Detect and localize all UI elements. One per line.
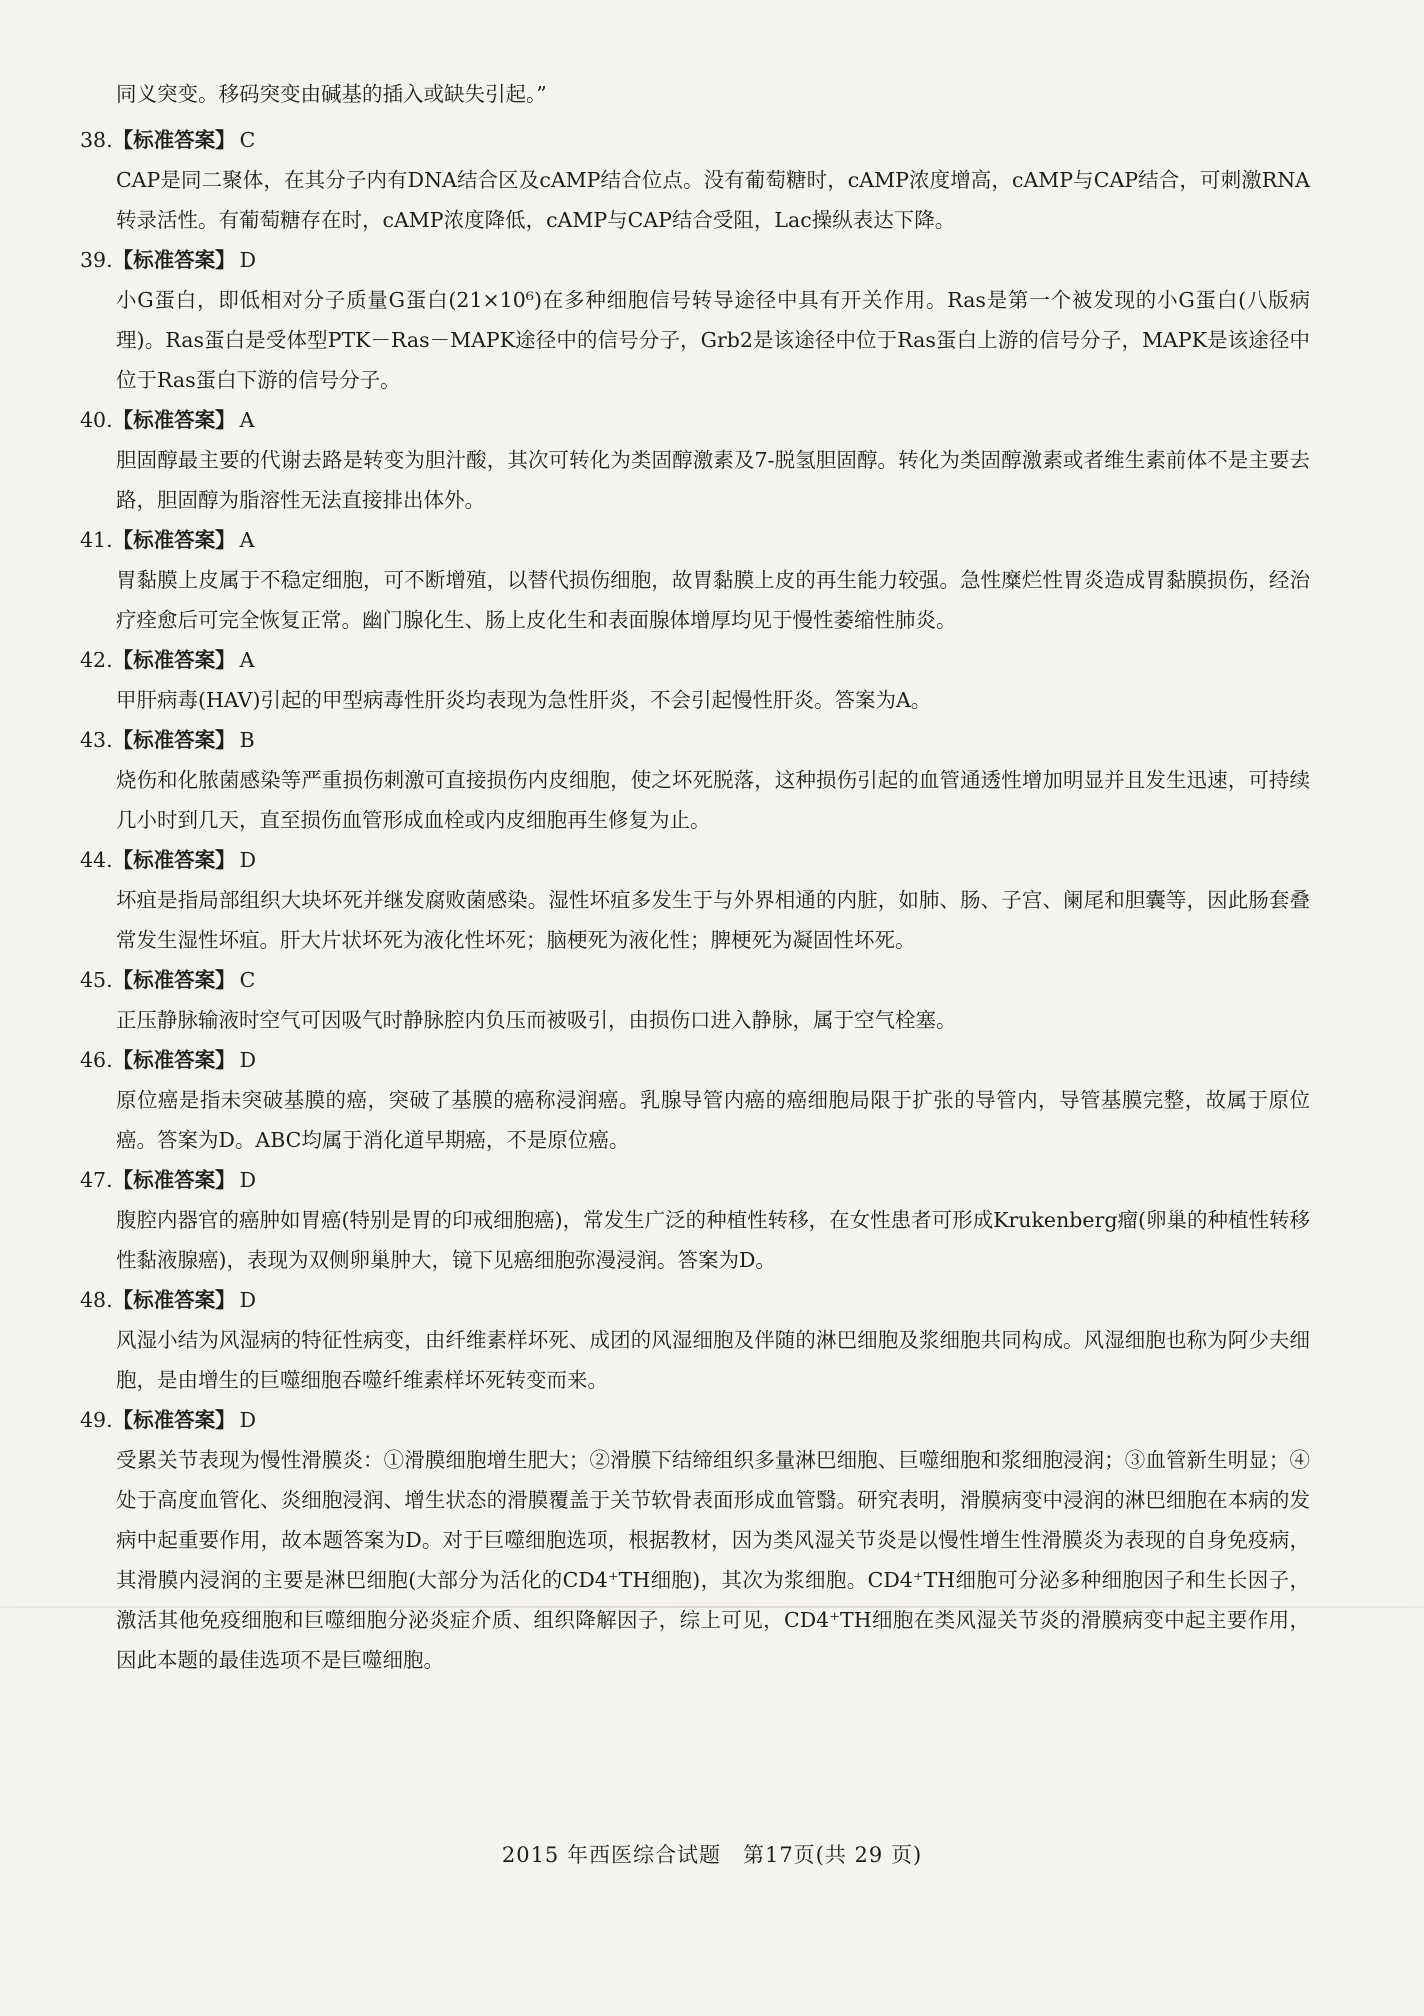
answer-heading	[80, 240, 1310, 280]
answer-letter: A	[239, 528, 255, 552]
answer-entry	[80, 120, 1310, 240]
explanation-text: 坏疽是指局部组织大块坏死并继发腐败菌感染。湿性坏疽多发生于与外界相通的内脏，如肺、肠、子宫、阑尾和胆囊等，因此肠套叠常发生湿性坏疽。肝大片状坏死为液化性坏死；脑梗死为液化性；脾梗死为凝固性坏死。	[116, 888, 1310, 952]
answer-letter: D	[239, 1288, 257, 1312]
answer-entry	[80, 240, 1310, 400]
answer-letter: C	[239, 128, 256, 152]
standard-answer-label: 【标准答案】	[112, 248, 236, 272]
explanation-text: 正压静脉输液时空气可因吸气时静脉腔内负压而被吸引，由损伤口进入静脉，属于空气栓塞。	[116, 1008, 957, 1032]
answer-entry	[80, 1400, 1310, 1680]
question-number: 45.	[80, 968, 113, 992]
standard-answer-label: 【标准答案】	[112, 648, 236, 672]
question-number: 41.	[80, 528, 113, 552]
answer-heading	[80, 400, 1310, 440]
answer-entry	[80, 520, 1310, 640]
answer-heading	[80, 1160, 1310, 1200]
question-number: 47.	[80, 1168, 113, 1192]
answer-heading	[80, 960, 1310, 1000]
explanation-text: 风湿小结为风湿病的特征性病变，由纤维素样坏死、成团的风湿细胞及伴随的淋巴细胞及浆细胞共同构成。风湿细胞也称为阿少夫细胞，是由增生的巨噬细胞吞噬纤维素样坏死转变而来。	[116, 1328, 1310, 1392]
answer-entry	[80, 720, 1310, 840]
answer-heading	[80, 720, 1310, 760]
question-number: 49.	[80, 1408, 113, 1432]
answer-entry	[80, 1040, 1310, 1160]
answer-list	[80, 120, 1310, 1680]
answer-heading	[80, 1040, 1310, 1080]
page-fold-mark	[0, 1606, 1424, 1608]
answer-letter: A	[239, 648, 255, 672]
answer-letter: D	[239, 1168, 257, 1192]
answer-letter: D	[239, 1048, 257, 1072]
answer-entry	[80, 640, 1310, 720]
answer-entry	[80, 840, 1310, 960]
answer-letter: D	[239, 848, 257, 872]
explanation-text: CAP是同二聚体，在其分子内有DNA结合区及cAMP结合位点。没有葡萄糖时，cAMP浓度增高，cAMP与CAP结合，可刺激RNA转录活性。有葡萄糖存在时，cAMP浓度降低，cAMP与CAP结合受阻，Lac操纵表达下降。	[116, 168, 1310, 232]
explanation-text: 胆固醇最主要的代谢去路是转变为胆汁酸，其次可转化为类固醇激素及7-脱氢胆固醇。转化为类固醇激素或者维生素前体不是主要去路，胆固醇为脂溶性无法直接排出体外。	[116, 448, 1310, 512]
standard-answer-label: 【标准答案】	[112, 1048, 236, 1072]
question-number: 44.	[80, 848, 113, 872]
explanation-text: 原位癌是指未突破基膜的癌，突破了基膜的癌称浸润癌。乳腺导管内癌的癌细胞局限于扩张的导管内，导管基膜完整，故属于原位癌。答案为D。ABC均属于消化道早期癌，不是原位癌。	[116, 1088, 1310, 1152]
standard-answer-label: 【标准答案】	[112, 408, 236, 432]
standard-answer-label: 【标准答案】	[112, 1288, 236, 1312]
question-number: 38.	[80, 128, 113, 152]
question-number: 42.	[80, 648, 113, 672]
explanation-text: 受累关节表现为慢性滑膜炎：①滑膜细胞增生肥大；②滑膜下结缔组织多量淋巴细胞、巨噬细胞和浆细胞浸润；③血管新生明显；④处于高度血管化、炎细胞浸润、增生状态的滑膜覆盖于关节软骨表面形成血管翳。研究表明，滑膜病变中浸润的淋巴细胞在本病的发病中起重要作用，故本题答案为D。对于巨噬细胞选项，根据教材，因为类风湿关节炎是以慢性增生性滑膜炎为表现的自身免疫病，其滑膜内浸润的主要是淋巴细胞(大部分为活化的CD4⁺TH细胞)，其次为浆细胞。CD4⁺TH细胞可分泌多种细胞因子和生长因子，激活其他免疫细胞和巨噬细胞分泌炎症介质、组织降解因子，综上可见，CD4⁺TH细胞在类风湿关节炎的滑膜病变中起主要作用，因此本题的最佳选项不是巨噬细胞。	[116, 1448, 1310, 1672]
answer-heading	[80, 1280, 1310, 1320]
answer-entry	[80, 1160, 1310, 1280]
answer-letter: A	[239, 408, 255, 432]
answer-heading	[80, 840, 1310, 880]
question-number: 46.	[80, 1048, 113, 1072]
question-number: 39.	[80, 248, 113, 272]
explanation-text: 胃黏膜上皮属于不稳定细胞，可不断增殖，以替代损伤细胞，故胃黏膜上皮的再生能力较强。急性糜烂性胃炎造成胃黏膜损伤，经治疗痊愈后可完全恢复正常。幽门腺化生、肠上皮化生和表面腺体增厚均见于慢性萎缩性肺炎。	[116, 568, 1310, 632]
answer-letter: D	[239, 1408, 257, 1432]
answer-heading	[80, 640, 1310, 680]
answer-heading	[80, 520, 1310, 560]
standard-answer-label: 【标准答案】	[112, 848, 236, 872]
page-footer: 2015 年西医综合试题 第17页(共 29 页)	[501, 1843, 923, 1867]
answer-heading	[80, 120, 1310, 160]
standard-answer-label: 【标准答案】	[112, 1408, 236, 1432]
answer-content	[80, 74, 1310, 1680]
standard-answer-label: 【标准答案】	[112, 968, 236, 992]
question-number: 43.	[80, 728, 113, 752]
intro-text: 同义突变。移码突变由碱基的插入或缺失引起。”	[116, 82, 547, 106]
explanation-text: 小G蛋白，即低相对分子质量G蛋白(21×10⁶)在多种细胞信号转导途径中具有开关作用。Ras是第一个被发现的小G蛋白(八版病理)。Ras蛋白是受体型PTK－Ras－MAPK途径中的信号分子，Grb2是该途径中位于Ras蛋白上游的信号分子，MAPK是该途径中位于Ras蛋白下游的信号分子。	[116, 288, 1310, 392]
standard-answer-label: 【标准答案】	[112, 128, 236, 152]
answer-entry	[80, 400, 1310, 520]
answer-heading	[80, 1400, 1310, 1440]
question-number: 48.	[80, 1288, 113, 1312]
explanation-text: 烧伤和化脓菌感染等严重损伤刺激可直接损伤内皮细胞，使之坏死脱落，这种损伤引起的血管通透性增加明显并且发生迅速，可持续几小时到几天，直至损伤血管形成血栓或内皮细胞再生修复为止。	[116, 768, 1310, 832]
explanation-text: 甲肝病毒(HAV)引起的甲型病毒性肝炎均表现为急性肝炎，不会引起慢性肝炎。答案为A。	[116, 688, 932, 712]
answer-entry	[80, 1280, 1310, 1400]
standard-answer-label: 【标准答案】	[112, 728, 236, 752]
standard-answer-label: 【标准答案】	[112, 528, 236, 552]
answer-letter: D	[239, 248, 257, 272]
answer-letter: C	[239, 968, 256, 992]
explanation-text: 腹腔内器官的癌肿如胃癌(特别是胃的印戒细胞癌)，常发生广泛的种植性转移，在女性患者可形成Krukenberg瘤(卵巢的种植性转移性黏液腺癌)，表现为双侧卵巢肿大，镜下见癌细胞弥漫浸润。答案为D。	[116, 1208, 1310, 1272]
answer-entry	[80, 960, 1310, 1040]
question-number: 40.	[80, 408, 113, 432]
answer-letter: B	[239, 728, 255, 752]
standard-answer-label: 【标准答案】	[112, 1168, 236, 1192]
